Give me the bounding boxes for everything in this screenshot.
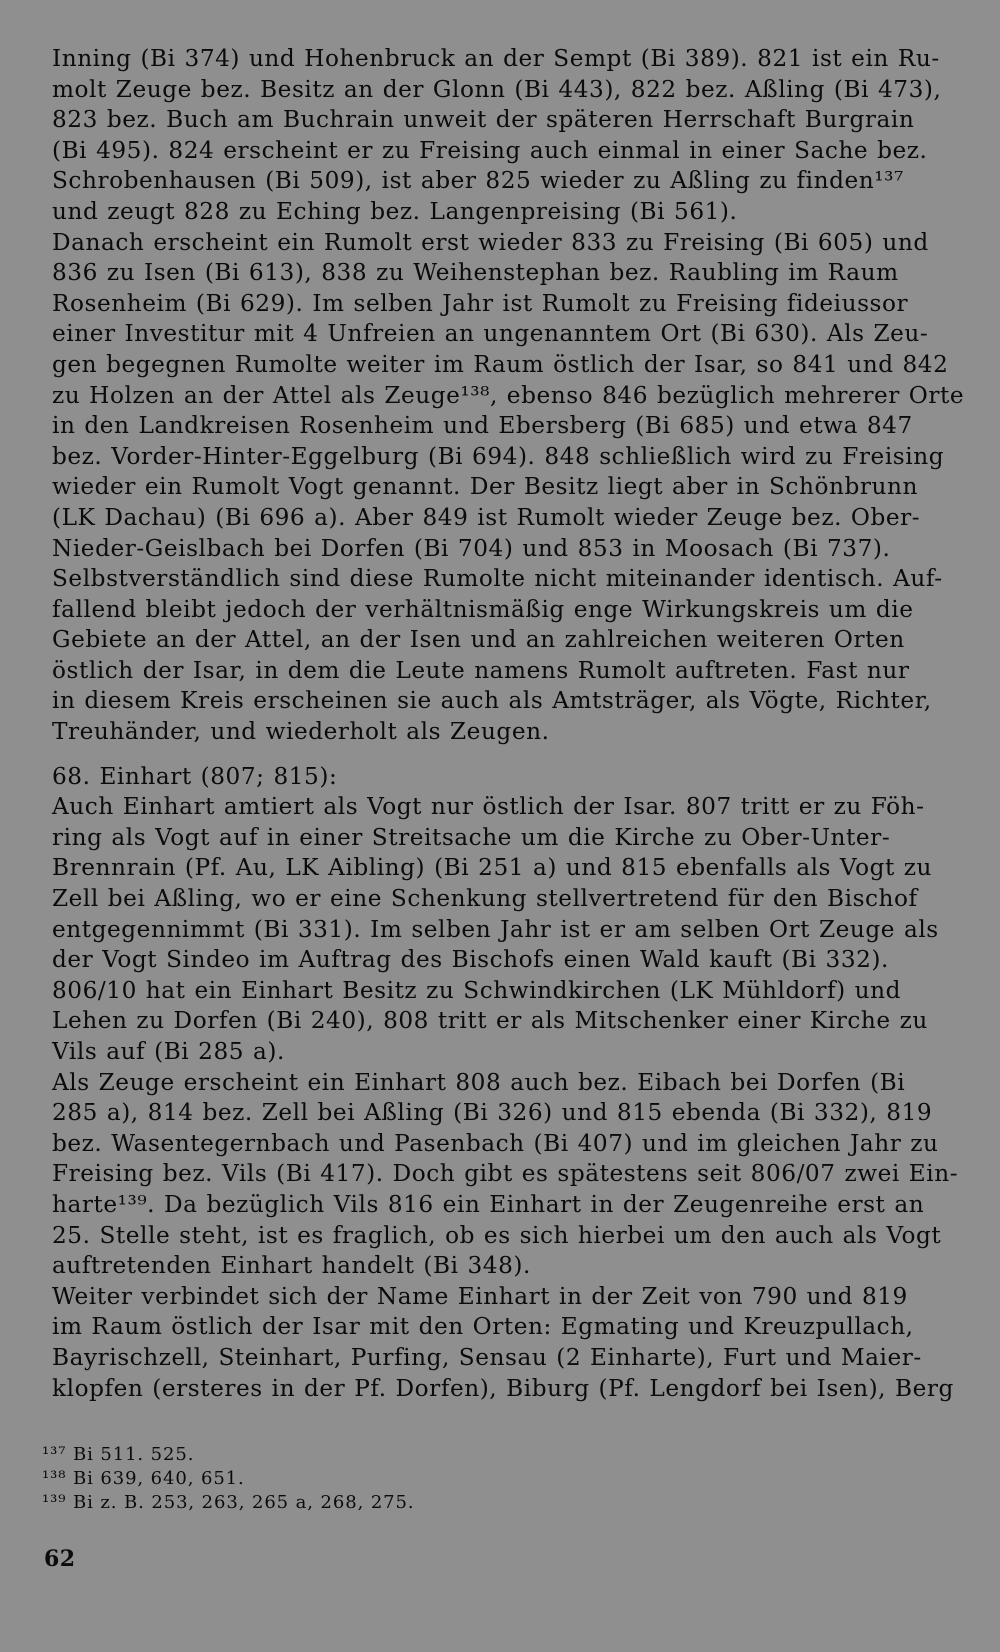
text-line: einer Investitur mit 4 Unfreien an ungenanntem Ort (Bi 630). Als Zeu- bbox=[52, 320, 929, 348]
text-line: Freising bez. Vils (Bi 417). Doch gibt es spätestens seit 806/07 zwei Ein- bbox=[52, 1160, 959, 1188]
text-line: Inning (Bi 374) und Hohenbruck an der Sempt (Bi 389). 821 ist ein Ru- bbox=[52, 45, 940, 72]
text-line: (Bi 495). 824 erscheint er zu Freising auch einmal in einer Sache bez. bbox=[52, 136, 928, 164]
text-line: Nieder-Geislbach bei Dorfen (Bi 704) und 853 in Moosach (Bi 737). bbox=[52, 534, 891, 562]
text-line: Treuhänder, und wiederholt als Zeugen. bbox=[52, 718, 550, 746]
text-line: Auch Einhart amtiert als Vogt nur östlich der Isar. 807 tritt er zu Föh- bbox=[52, 793, 925, 821]
text-line: in diesem Kreis erscheinen sie auch als Amtsträger, als Vögte, Richter, bbox=[52, 687, 932, 715]
text-line: ring als Vogt auf in einer Streitsache um die Kirche zu Ober-Unter- bbox=[52, 823, 891, 851]
page-number: 62 bbox=[44, 1546, 76, 1572]
text-line: Als Zeuge erscheint ein Einhart 808 auch bez. Eibach bei Dorfen (Bi bbox=[52, 1068, 906, 1096]
footnote: ¹³⁹ Bi z. B. 253, 263, 265 a, 268, 275. bbox=[42, 1492, 415, 1513]
text-line: Lehen zu Dorfen (Bi 240), 808 tritt er als Mitschenker einer Kirche zu bbox=[52, 1007, 928, 1035]
section-heading: 68. Einhart (807; 815): bbox=[52, 762, 338, 790]
text-line: 823 bez. Buch am Buchrain unweit der späteren Herrschaft Burgrain bbox=[52, 106, 915, 134]
text-line: Gebiete an der Attel, an der Isen und an zahlreichen weiteren Orten bbox=[52, 626, 905, 654]
text-line: 806/10 hat ein Einhart Besitz zu Schwindkirchen (LK Mühldorf) und bbox=[52, 976, 901, 1004]
text-line: gen begegnen Rumolte weiter im Raum östlich der Isar, so 841 und 842 bbox=[52, 350, 949, 378]
text-line: 836 zu Isen (Bi 613), 838 zu Weihenstephan bez. Raubling im Raum bbox=[52, 259, 899, 287]
text-line: molt Zeuge bez. Besitz an der Glonn (Bi 443), 822 bez. Aßling (Bi 473), bbox=[52, 75, 942, 103]
paragraph-gap bbox=[52, 748, 924, 762]
text-line: bez. Wasentegernbach und Pasenbach (Bi 407) und im gleichen Jahr zu bbox=[52, 1129, 939, 1157]
footnotes bbox=[42, 1443, 742, 1515]
body-text bbox=[52, 44, 965, 1404]
footnote: ¹³⁷ Bi 511. 525. bbox=[42, 1444, 195, 1465]
text-line: wieder ein Rumolt Vogt genannt. Der Besitz liegt aber in Schönbrunn bbox=[52, 473, 918, 501]
text-line: 285 a), 814 bez. Zell bei Aßling (Bi 326) und 815 ebenda (Bi 332), 819 bbox=[52, 1099, 933, 1127]
text-line: Brennrain (Pf. Au, LK Aibling) (Bi 251 a) und 815 ebenfalls als Vogt zu bbox=[52, 854, 933, 882]
text-line: Zell bei Aßling, wo er eine Schenkung stellvertretend für den Bischof bbox=[52, 885, 918, 913]
text-line: der Vogt Sindeo im Auftrag des Bischofs einen Wald kauft (Bi 332). bbox=[52, 946, 889, 974]
text-line: und zeugt 828 zu Eching bez. Langenpreising (Bi 561). bbox=[52, 197, 738, 225]
text-line: bez. Vorder-Hinter-Eggelburg (Bi 694). 848 schließlich wird zu Freising bbox=[52, 442, 945, 470]
text-line: auftretenden Einhart handelt (Bi 348). bbox=[52, 1252, 531, 1280]
text-line: in den Landkreisen Rosenheim und Ebersberg (Bi 685) und etwa 847 bbox=[52, 412, 913, 440]
text-line: Weiter verbindet sich der Name Einhart in der Zeit von 790 und 819 bbox=[52, 1282, 908, 1310]
text-line: Rosenheim (Bi 629). Im selben Jahr ist Rumolt zu Freising fideiussor bbox=[52, 289, 909, 317]
text-line: harte¹³⁹. Da bezüglich Vils 816 ein Einhart in der Zeugenreihe erst an bbox=[52, 1190, 925, 1218]
text-line: im Raum östlich der Isar mit den Orten: Egmating und Kreuzpullach, bbox=[52, 1313, 914, 1341]
footnote: ¹³⁸ Bi 639, 640, 651. bbox=[42, 1468, 245, 1489]
text-line: fallend bleibt jedoch der verhältnismäßig enge Wirkungskreis um die bbox=[52, 595, 914, 623]
text-line: Danach erscheint ein Rumolt erst wieder 833 zu Freising (Bi 605) und bbox=[52, 228, 929, 256]
text-line: klopfen (ersteres in der Pf. Dorfen), Biburg (Pf. Lengdorf bei Isen), Berg bbox=[52, 1374, 954, 1402]
text-line: östlich der Isar, in dem die Leute namens Rumolt auftreten. Fast nur bbox=[52, 656, 910, 684]
text-line: Bayrischzell, Steinhart, Purfing, Sensau (2 Einharte), Furt und Maier- bbox=[52, 1343, 922, 1371]
text-line: (LK Dachau) (Bi 696 a). Aber 849 ist Rumolt wieder Zeuge bez. Ober- bbox=[52, 503, 921, 531]
text-line: Vils auf (Bi 285 a). bbox=[52, 1038, 285, 1065]
text-line: zu Holzen an der Attel als Zeuge¹³⁸, ebenso 846 bezüglich mehrerer Orte bbox=[52, 381, 965, 409]
text-line: Schrobenhausen (Bi 509), ist aber 825 wieder zu Aßling zu finden¹³⁷ bbox=[52, 167, 904, 195]
text-line: entgegennimmt (Bi 331). Im selben Jahr ist er am selben Ort Zeuge als bbox=[52, 915, 939, 943]
text-line: 25. Stelle steht, ist es fraglich, ob es sich hierbei um den auch als Vogt bbox=[52, 1221, 942, 1249]
text-line: Selbstverständlich sind diese Rumolte nicht miteinander identisch. Auf- bbox=[52, 565, 943, 593]
